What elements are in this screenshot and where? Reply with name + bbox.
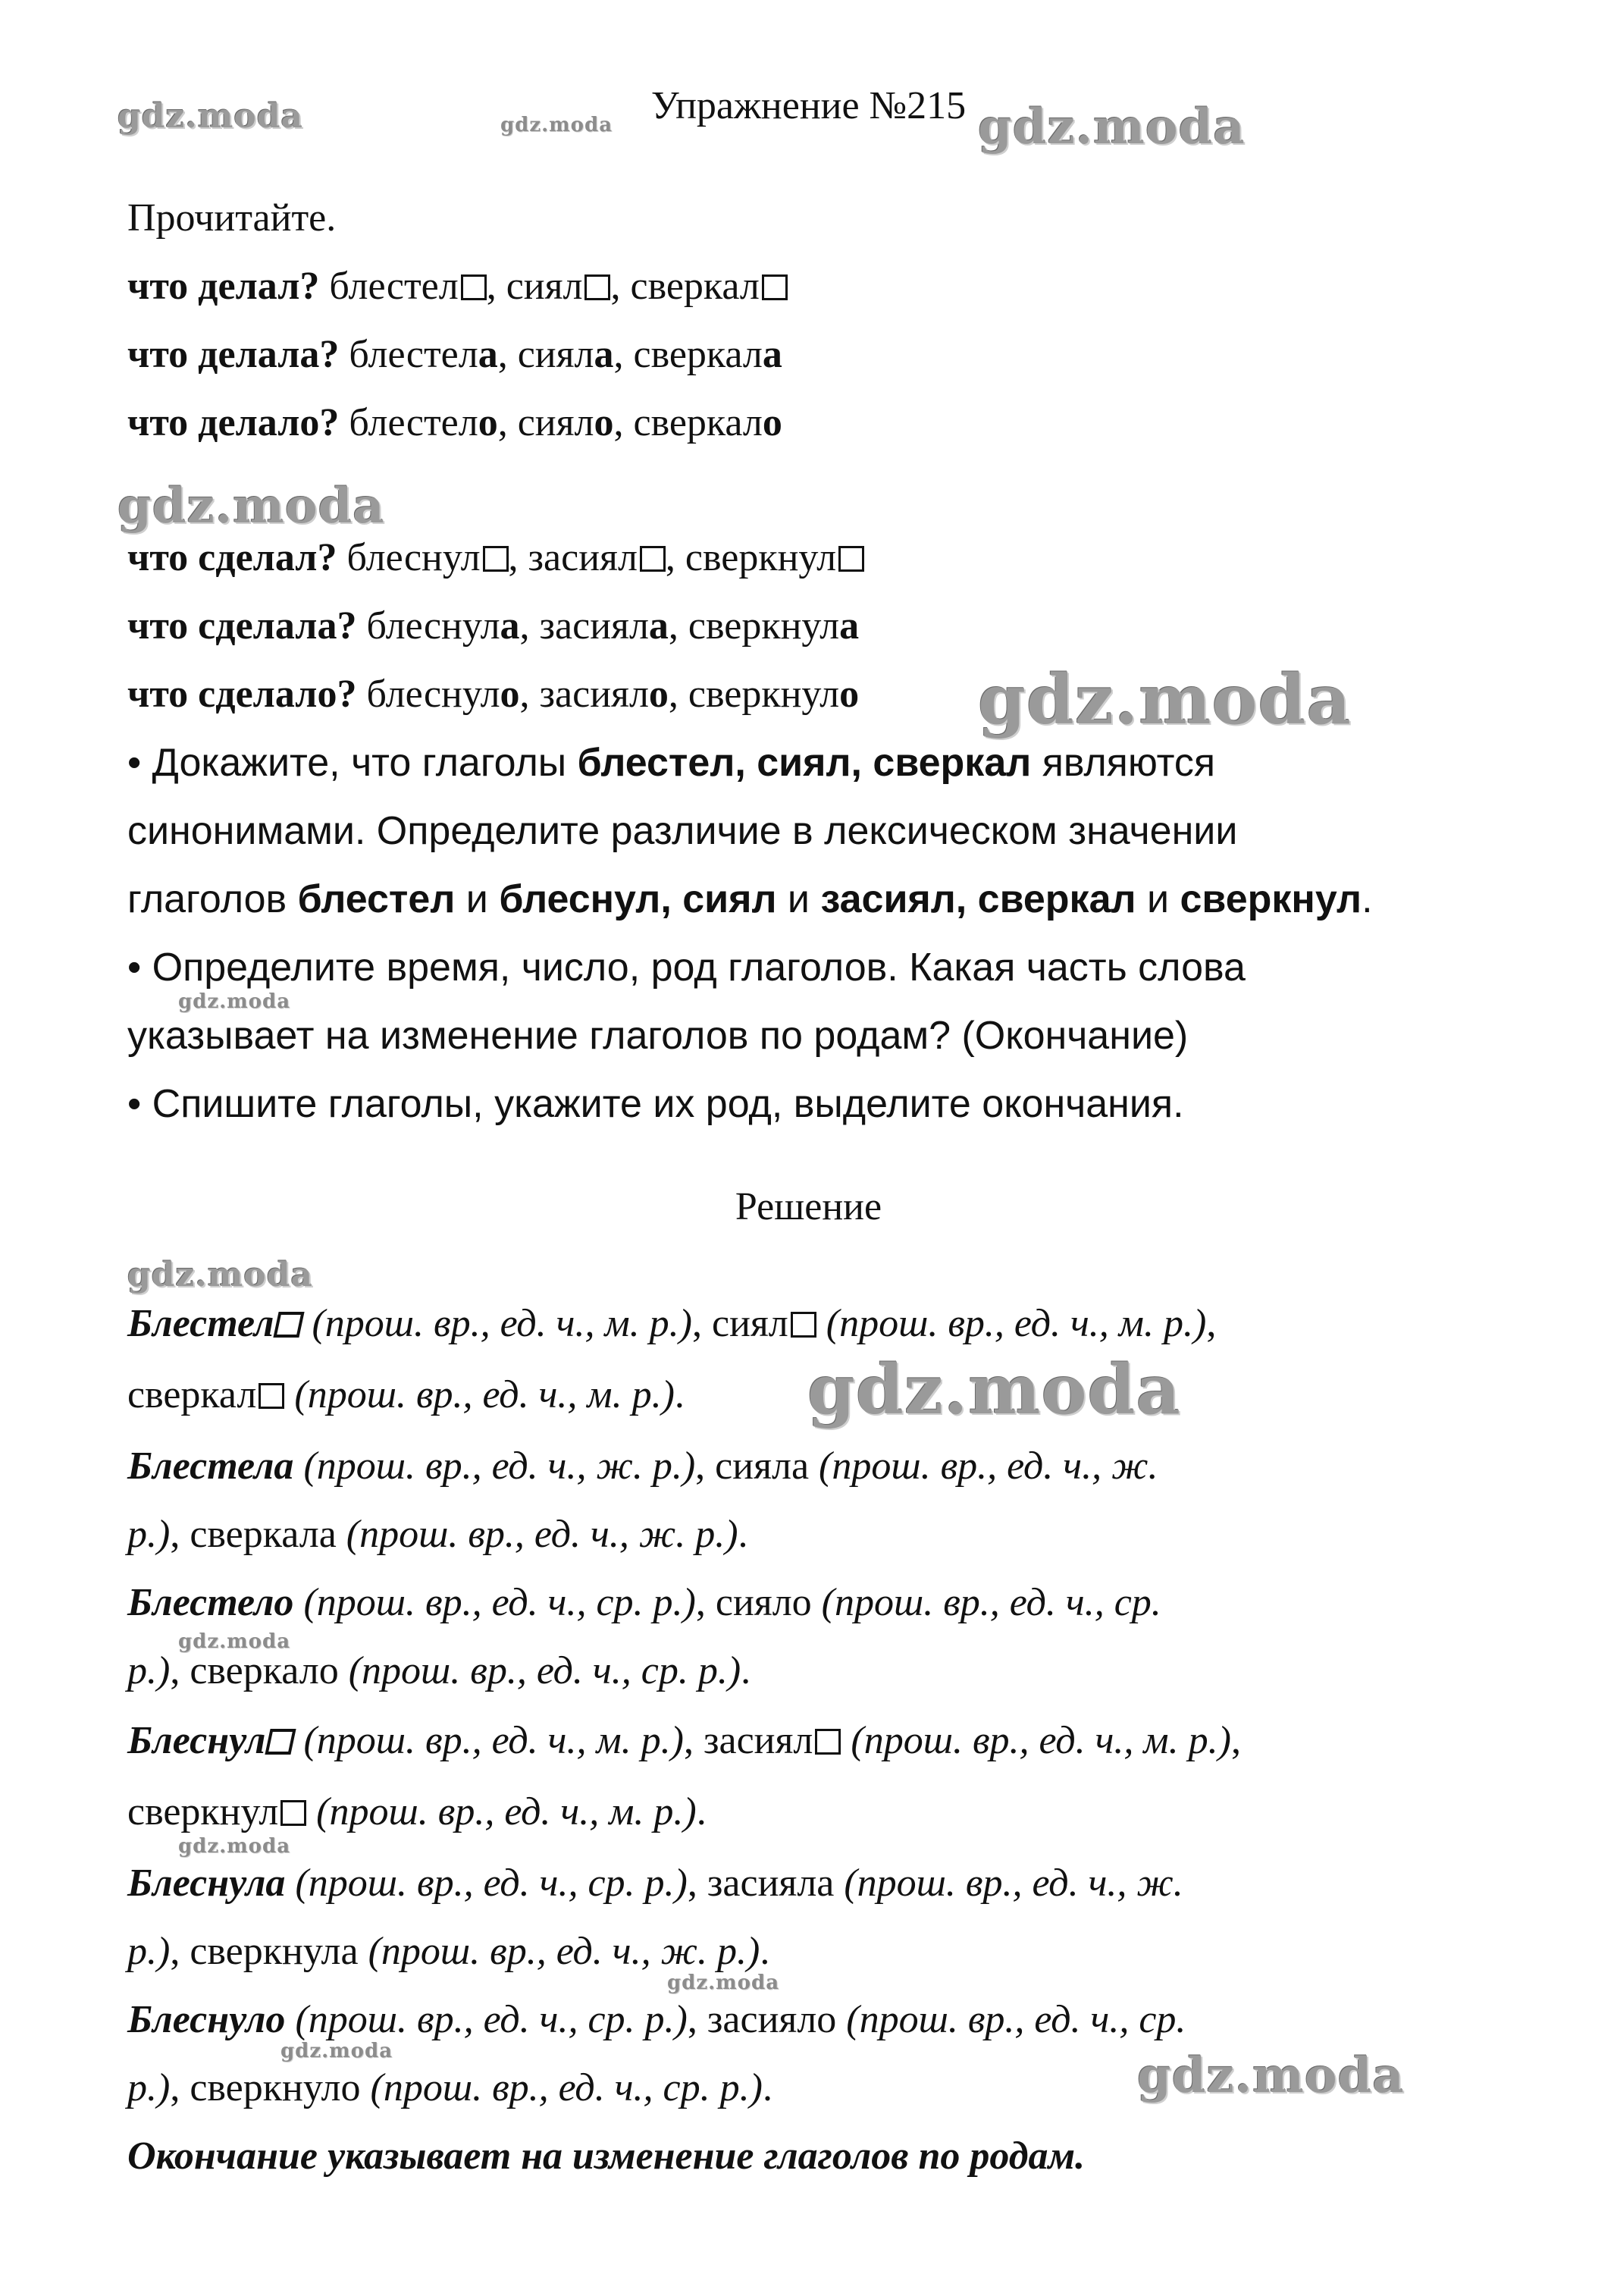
watermark-logo: gdz.moda [280, 2040, 393, 2062]
watermark-logo: gdz.moda [807, 1350, 1181, 1430]
empty-ending-box [483, 546, 509, 572]
empty-ending-box [584, 274, 610, 300]
empty-ending-box [838, 546, 864, 572]
exercise-title: Упражнение №215 [650, 84, 967, 127]
empty-ending-box [640, 546, 666, 572]
watermark-logo: gdz.moda [500, 114, 613, 136]
task-row-4: что сделал? блеснул , засиял , сверкнул [127, 535, 864, 581]
solution-line-4: р.), сверкала (прош. вр., ед. ч., ж. р.). [127, 1513, 748, 1556]
task-bullet-1-line-3: глаголов блестел и блеснул, сиял и засиял, сверкал и сверкнул. [127, 877, 1373, 921]
watermark-logo: gdz.moda [118, 478, 385, 535]
watermark-logo: gdz.moda [1137, 2047, 1405, 2104]
empty-ending-box [762, 274, 788, 300]
watermark-logo: gdz.moda [667, 1971, 780, 1994]
task-row-6: что сделало? блеснуло, засияло, сверкнуло [127, 673, 860, 716]
task-bullet-1-line-2: синонимами. Определите различие в лексическом значении [127, 809, 1238, 853]
solution-line-6: р.), сверкало (прош. вр., ед. ч., ср. р.). [127, 1649, 751, 1692]
watermark-logo: gdz.moda [178, 1835, 291, 1858]
solution-line-1: Блестел (прош. вр., ед. ч., м. р.), сиял (прош. вр., ед. ч., м. р.), [127, 1302, 1217, 1345]
empty-ending-box [280, 1800, 306, 1826]
task-row-3: что делало? блестело, сияло, сверкало [127, 401, 782, 444]
solution-line-5: Блестело (прош. вр., ед. ч., ср. р.), сияло (прош. вр., ед. ч., ср. [127, 1581, 1161, 1624]
task-bullet-2-line-1: • Определите время, число, род глаголов. Какая часть слова [127, 946, 1246, 990]
solution-line-11: Блеснуло (прош. вр., ед. ч., ср. р.), засияло (прош. вр., ед. ч., ср. [127, 1998, 1186, 2041]
empty-ending-box [274, 1312, 305, 1338]
empty-ending-box [815, 1729, 841, 1755]
solution-line-3: Блестела (прош. вр., ед. ч., ж. р.), сияла (прош. вр., ед. ч., ж. [127, 1444, 1158, 1488]
empty-ending-box [265, 1729, 296, 1755]
watermark-logo: gdz.moda [178, 990, 291, 1013]
solution-line-12: р.), сверкнуло (прош. вр., ед. ч., ср. р.). [127, 2066, 772, 2109]
watermark-logo: gdz.moda [118, 97, 304, 136]
solution-line-2: сверкал (прош. вр., ед. ч., м. р.). [127, 1373, 685, 1416]
watermark-logo: gdz.moda [978, 99, 1246, 155]
task-row-5: что сделала? блеснула, засияла, сверкнула [127, 604, 860, 648]
solution-line-7: Блеснул (прош. вр., ед. ч., м. р.), засиял (прош. вр., ед. ч., м. р.), [127, 1719, 1241, 1762]
empty-ending-box [791, 1312, 816, 1338]
task-row-2: что делала? блестела, сияла, сверкала [127, 333, 782, 376]
task-bullet-2-line-2: указывает на изменение глаголов по родам? (Окончание) [127, 1014, 1189, 1058]
task-row-1: что делал? блестел , сиял , сверкал [127, 264, 788, 309]
solution-line-10: р.), сверкнула (прош. вр., ед. ч., ж. р.). [127, 1930, 770, 1973]
solution-line-9: Блеснула (прош. вр., ед. ч., ср. р.), засияла (прош. вр., ед. ч., ж. [127, 1862, 1183, 1905]
watermark-logo: gdz.moda [978, 660, 1352, 740]
solution-line-8: сверкнул (прош. вр., ед. ч., м. р.). [127, 1790, 707, 1833]
watermark-logo: gdz.moda [127, 1256, 314, 1294]
empty-ending-box [259, 1383, 284, 1409]
watermark-logo: gdz.moda [178, 1630, 291, 1653]
task-intro: Прочитайте. [127, 196, 337, 240]
task-bullet-3-line-1: • Спишите глаголы, укажите их род, выделите окончания. [127, 1082, 1184, 1126]
empty-ending-box [461, 274, 487, 300]
task-bullet-1-line-1: • Докажите, что глаголы блестел, сиял, сверкал являются [127, 741, 1216, 785]
solution-conclusion: Окончание указывает на изменение глаголов по родам. [127, 2134, 1086, 2178]
solution-heading: Решение [735, 1185, 882, 1228]
